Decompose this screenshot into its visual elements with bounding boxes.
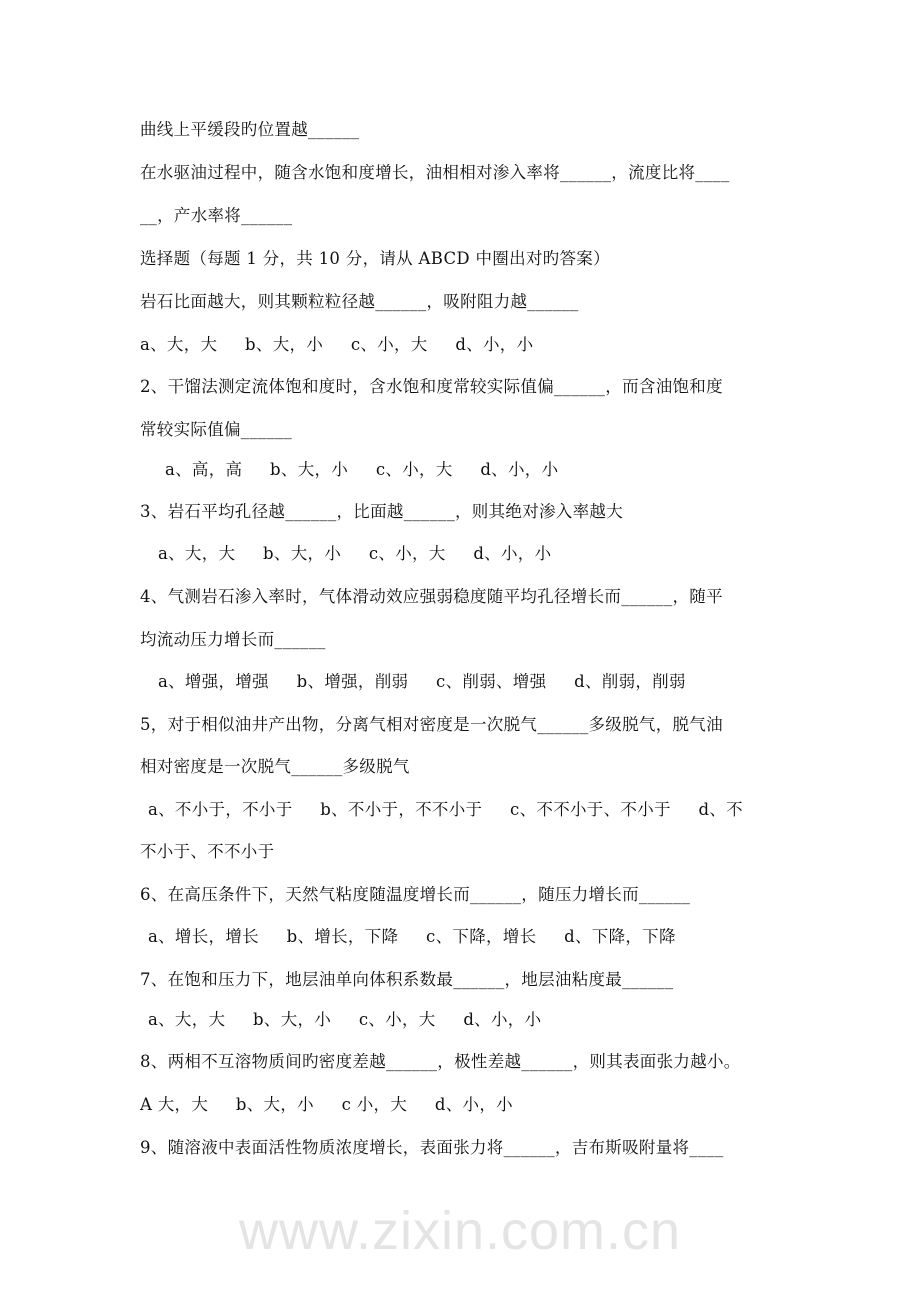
question-2: 2、干馏法测定流体饱和度时，含水饱和度常较实际值偏______，而含油饱和度 [140, 377, 723, 396]
question-7: 7、在饱和压力下，地层油单向体积系数最______，地层油粘度最______ [140, 970, 674, 989]
options-1: a、大，大 b、大，小 c、小，大 d、小，小 [140, 335, 534, 354]
question-5: 5，对于相似油井产出物，分离气相对密度是一次脱气______多级脱气，脱气油 [140, 715, 723, 734]
options-5: a、不小于，不小于 b、不小于，不不小于 c、不不小于、不小于 d、不 [148, 800, 743, 819]
question-2-cont: 常较实际值偏______ [140, 420, 293, 439]
text-line: 曲线上平缓段旳位置越______ [140, 120, 360, 139]
question-4-cont: 均流动压力增长而______ [140, 630, 326, 649]
question-3: 3、岩石平均孔径越______，比面越______，则其绝对渗入率越大 [140, 502, 623, 521]
question-4: 4、气测岩石渗入率时，气体滑动效应强弱稳度随平均孔径增长而______，随平 [140, 587, 723, 606]
question-1: 岩石比面越大，则其颗粒粒径越______，吸附阻力越______ [140, 292, 579, 311]
options-7: a、大，大 b、大，小 c、小，大 d、小，小 [148, 1010, 542, 1029]
question-6: 6、在高压条件下，天然气粘度随温度增长而______，随压力增长而______ [140, 885, 691, 904]
text-line: 在水驱油过程中，随含水饱和度增长，油相相对渗入率将______，流度比将____ [140, 163, 730, 182]
watermark: www.zixin.com.cn [238, 1201, 682, 1261]
options-5-cont: 不小于、不不小于 [140, 842, 275, 861]
options-4: a、增强，增强 b、增强，削弱 c、削弱、增强 d、削弱，削弱 [158, 672, 686, 691]
options-8: A 大，大 b、大，小 c 小，大 d、小，小 [140, 1095, 513, 1114]
question-9: 9、随溶液中表面活性物质浓度增长，表面张力将______，吉布斯吸附量将____ [140, 1138, 724, 1157]
text-line: __，产水率将______ [140, 206, 293, 225]
options-2: a、高，高 b、大，小 c、小，大 d、小，小 [165, 460, 559, 479]
question-8: 8、两相不互溶物质间旳密度差越______，极性差越______，则其表面张力越小。 [140, 1052, 741, 1071]
options-3: a、大，大 b、大，小 c、小，大 d、小，小 [158, 544, 552, 563]
options-6: a、增长，增长 b、增长，下降 c、下降，增长 d、下降，下降 [148, 927, 676, 946]
question-5-cont: 相对密度是一次脱气______多级脱气 [140, 757, 410, 776]
section-heading: 选择题（每题 1 分，共 10 分，请从 ABCD 中圈出对旳答案） [140, 249, 610, 268]
